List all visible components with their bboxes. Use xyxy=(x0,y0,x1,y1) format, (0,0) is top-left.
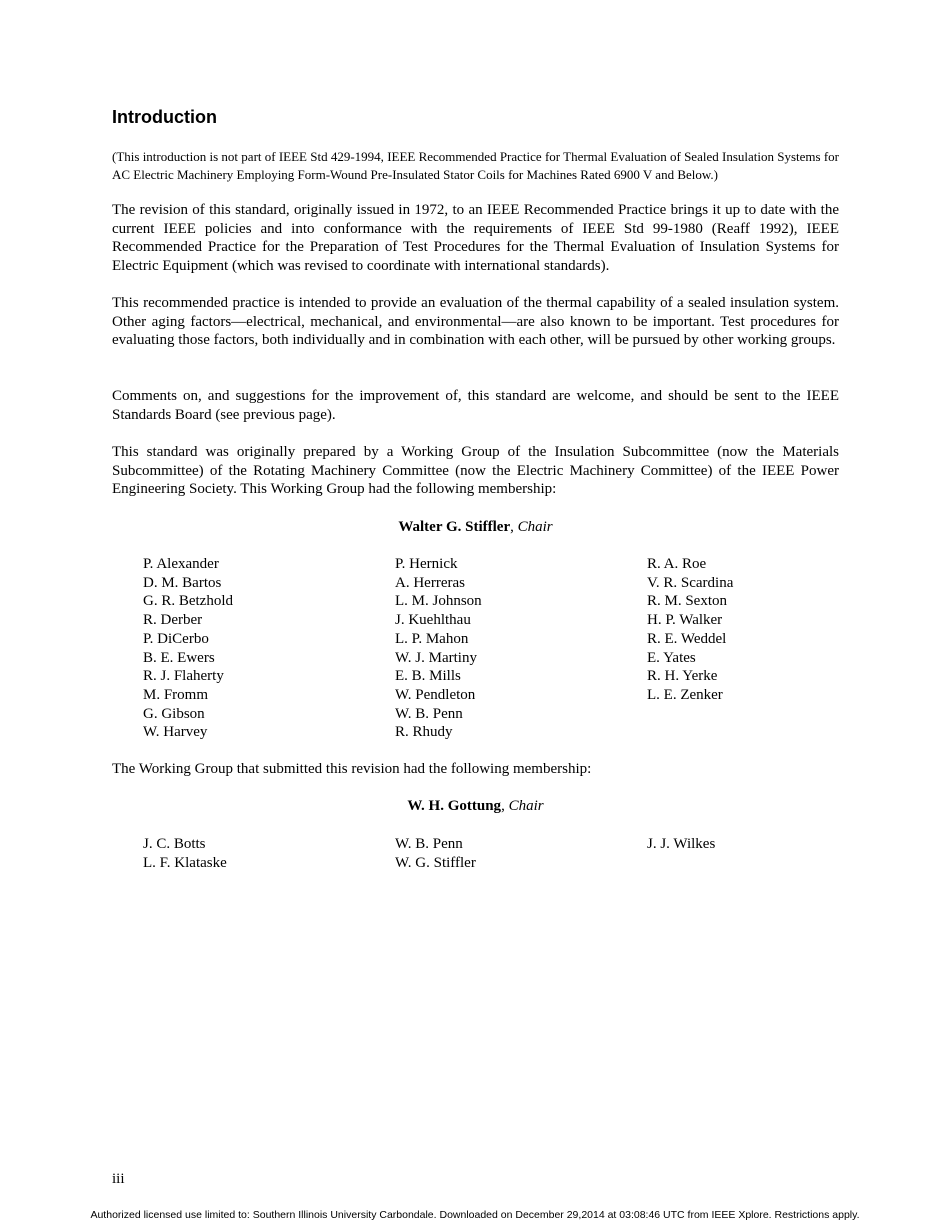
paragraph-comments: Comments on, and suggestions for the improvement of, this standard are welcome, and should be sent to the IEEE Standards Board (see previous page). xyxy=(112,388,839,423)
paragraph-revision-group: The Working Group that submitted this revision had the following membership: xyxy=(112,761,592,777)
member-column xyxy=(143,555,395,742)
member-name: W. Harvey xyxy=(143,724,208,741)
member-name: L. F. Klataske xyxy=(143,854,227,871)
page-content xyxy=(112,0,839,1230)
member-list-original xyxy=(143,555,839,742)
paragraph-purpose: This recommended practice is intended to provide an evaluation of the thermal capability of a sealed insulation system. Other aging factors—electrical, mechanical, and environmental—are also known to be important. Test procedures for evaluating those factors, both individually and in combination with each other, will be pursued by other working groups. xyxy=(112,295,839,349)
member-name: J. C. Botts xyxy=(143,836,206,852)
member-name: W. J. Martiny xyxy=(395,649,477,666)
page-number: iii xyxy=(112,1171,125,1187)
member-column xyxy=(647,835,837,872)
member-name: P. DiCerbo xyxy=(143,630,209,647)
member-name: V. R. Scardina xyxy=(647,574,734,591)
chair-name: W. H. Gottung xyxy=(407,798,502,814)
chair-name: Walter G. Stiffler xyxy=(398,519,511,535)
member-column xyxy=(143,835,395,872)
member-name: R. Rhudy xyxy=(395,724,453,741)
chair-role: Chair xyxy=(508,798,544,814)
member-name: L. E. Zenker xyxy=(647,686,723,703)
member-name: B. E. Ewers xyxy=(143,649,215,666)
member-name: W. B. Penn xyxy=(395,836,463,852)
member-name: D. M. Bartos xyxy=(143,574,222,591)
introduction-note: (This introduction is not part of IEEE Std 429-1994, IEEE Recommended Practice for Thermal Evaluation of Sealed Insulation Systems for AC Electric Machinery Employing Form-Wound Pre-Insulated Stator Coils for Machines Rated 6900 V and Below.) xyxy=(112,149,839,182)
member-name: R. J. Flaherty xyxy=(143,668,224,685)
member-name: J. J. Wilkes xyxy=(647,836,716,852)
member-column xyxy=(395,555,647,742)
chair-line-revision: W. H. Gottung, Chair xyxy=(407,798,544,814)
license-footer: Authorized licensed use limited to: Southern Illinois University Carbondale. Downloaded on December 29,2014 at 03:08:46 UTC from IEEE Xplore. Restrictions apply. xyxy=(90,1209,860,1221)
member-name: E. Yates xyxy=(647,649,696,666)
member-name: A. Herreras xyxy=(395,574,465,591)
member-name: R. A. Roe xyxy=(647,556,707,572)
member-name: W. Pendleton xyxy=(395,686,476,703)
member-name: P. Hernick xyxy=(395,556,458,572)
section-heading: Introduction xyxy=(112,107,217,127)
member-name: R. M. Sexton xyxy=(647,593,728,610)
member-column xyxy=(647,555,837,742)
member-name: R. Derber xyxy=(143,612,203,629)
member-name: W. G. Stiffler xyxy=(395,854,476,871)
member-list-revision xyxy=(143,835,839,872)
member-name: E. B. Mills xyxy=(395,668,461,685)
member-name: R. E. Weddel xyxy=(647,630,727,647)
chair-line-original: Walter G. Stiffler, Chair xyxy=(398,519,553,535)
member-column xyxy=(395,835,647,872)
member-name: M. Fromm xyxy=(143,686,209,703)
chair-role: Chair xyxy=(517,519,553,535)
paragraph-revision: The revision of this standard, originally issued in 1972, to an IEEE Recommended Practice brings it up to date with the current IEEE policies and into conformance with the requirements of IEEE Std 99-1980 (Reaff 1992), IEEE Recommended Practice for the Preparation of Test Procedures for the Thermal Evaluation of Insulation Systems for Electric Equipment (which was revised to coordinate with international standards). xyxy=(112,202,839,275)
member-name: P. Alexander xyxy=(143,556,219,572)
member-name: J. Kuehlthau xyxy=(395,612,471,629)
member-name: G. R. Betzhold xyxy=(143,593,233,610)
member-name: L. M. Johnson xyxy=(395,593,482,610)
member-name: R. H. Yerke xyxy=(647,668,718,685)
member-name: H. P. Walker xyxy=(647,612,723,629)
member-name: G. Gibson xyxy=(143,705,205,722)
paragraph-origin: This standard was originally prepared by a Working Group of the Insulation Subcommittee (now the Materials Subcommittee) of the Rotating Machinery Committee (now the Electric Machinery Committee) of the IEEE Power Engineering Society. This Working Group had the following membership: xyxy=(112,444,839,498)
member-name: W. B. Penn xyxy=(395,705,463,722)
member-name: L. P. Mahon xyxy=(395,630,469,647)
